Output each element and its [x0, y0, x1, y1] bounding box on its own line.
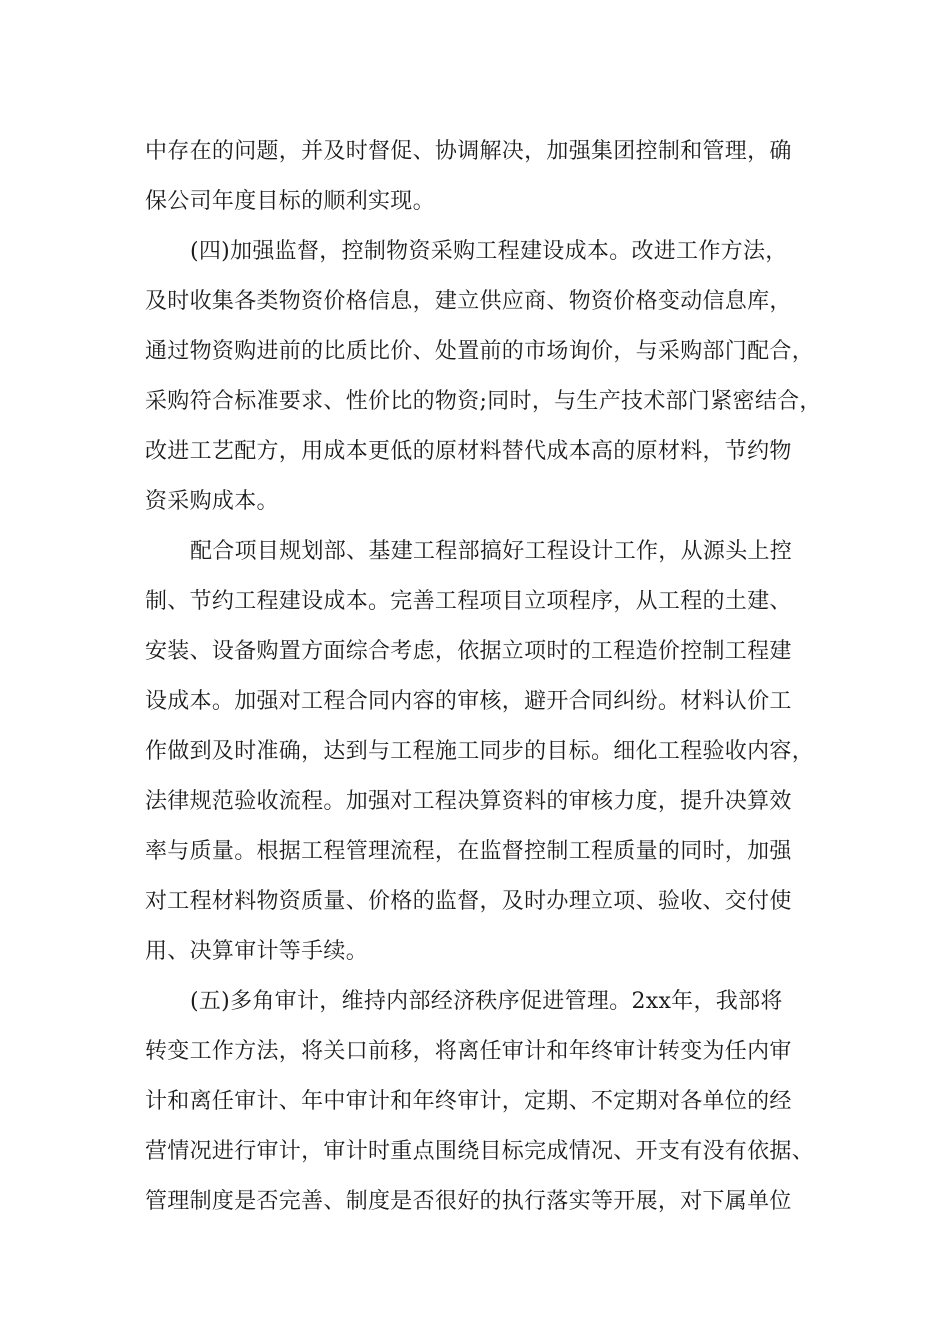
text-line: 保公司年度目标的顺利实现。 [145, 189, 435, 214]
paragraph-start-line: (五)多角审计，维持内部经济秩序促进管理。2xx年，我部将 [190, 989, 783, 1014]
text-line: 采购符合标准要求、性价比的物资;同时，与生产技术部门紧密结合， [145, 389, 822, 414]
text-line: 计和离任审计、年中审计和年终审计，定期、不定期对各单位的经 [145, 1089, 792, 1114]
text-line: 中存在的问题，并及时督促、协调解决，加强集团控制和管理，确 [145, 139, 792, 164]
paragraph-start-line: (四)加强监督，控制物资采购工程建设成本。改进工作方法， [190, 239, 788, 264]
text-line: 安装、设备购置方面综合考虑，依据立项时的工程造价控制工程建 [145, 639, 792, 664]
text-line: 通过物资购进前的比质比价、处置前的市场询价，与采购部门配合， [145, 339, 815, 364]
text-line: 制、节约工程建设成本。完善工程项目立项程序，从工程的土建、 [145, 589, 792, 614]
text-line: 营情况进行审计，审计时重点围绕目标完成情况、开支有没有依据、 [145, 1139, 815, 1164]
text-line: 法律规范验收流程。加强对工程决算资料的审核力度，提升决算效 [145, 789, 792, 814]
text-line: 管理制度是否完善、制度是否很好的执行落实等开展，对下属单位 [145, 1189, 792, 1214]
text-line: 及时收集各类物资价格信息，建立供应商、物资价格变动信息库， [145, 289, 792, 314]
text-line: 设成本。加强对工程合同内容的审核，避开合同纠纷。材料认价工 [145, 689, 792, 714]
text-line: 用、决算审计等手续。 [145, 939, 369, 964]
text-line: 对工程材料物资质量、价格的监督，及时办理立项、验收、交付使 [145, 889, 792, 914]
text-line: 资采购成本。 [145, 489, 279, 514]
text-line: 率与质量。根据工程管理流程，在监督控制工程质量的同时，加强 [145, 839, 792, 864]
text-line: 改进工艺配方，用成本更低的原材料替代成本高的原材料，节约物 [145, 439, 792, 464]
text-line: 转变工作方法，将关口前移，将离任审计和年终审计转变为任内审 [145, 1039, 792, 1064]
text-line: 作做到及时准确，达到与工程施工同步的目标。细化工程验收内容， [145, 739, 815, 764]
paragraph-start-line: 配合项目规划部、基建工程部搞好工程设计工作，从源头上控 [190, 539, 793, 564]
